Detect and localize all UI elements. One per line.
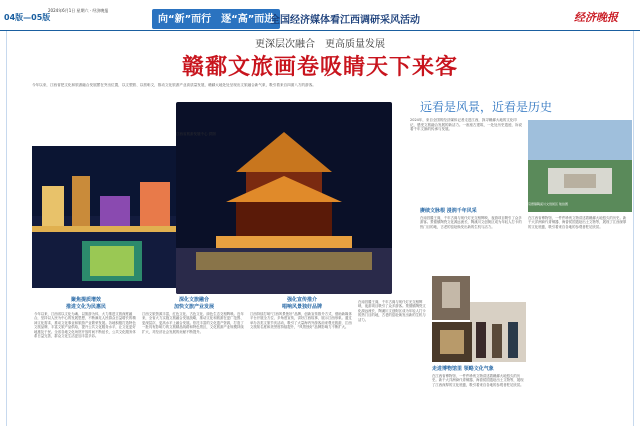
exhibit-photo xyxy=(432,276,470,320)
kicker: 更深层次融合 更高质量发展 xyxy=(255,39,385,50)
newspaper-logo: 经济晚报 xyxy=(574,11,618,24)
right-subtitle-2: 走进博物馆里 领略文化气象 xyxy=(432,366,494,372)
lede-paragraph: 今年以来，江西省把文化和旅游融合发展摆在突出位置，以文塑旅、以旅彰文，推动文化旅游产业高质量发展，赣鄱大地处处呈现出文旅融合新气象，吸引着来自四面八方的游客。 xyxy=(32,83,316,87)
campaign-banner: 向“新”而行 逐“高”而进 xyxy=(152,9,280,29)
edition-label: 04版—05版 xyxy=(4,13,51,22)
right-text-3: 在江西省博物馆，一件件珍贵文物讲述着赣鄱大地悠久的历史。新干大洋洲商代青铜器、海昏侯国遗址出土文物等，展现了江西深厚的文化底蕴，吸引着来自各地的参观者驻足欣赏。 xyxy=(432,374,524,387)
pavilion-photo xyxy=(176,102,392,294)
right-text-1: 在南昌滕王阁，千年古阁与现代灯光交相辉映，夜游项目吸引了众多游客。景德镇陶瓷文化源远流长，陶溪川文创街区成为年轻人打卡的热门目的地，古老的窑址焕发出新的生机与活力。 xyxy=(420,216,522,229)
photo-caption: 江西省旅游发展中心 供图 xyxy=(176,132,216,136)
night-city-photo xyxy=(32,146,187,288)
section-title-1: 聚焦提质增效 推进文化为民惠民 xyxy=(65,297,106,310)
visitors-photo xyxy=(470,302,526,362)
aerial-photo xyxy=(528,120,632,212)
page-border-right xyxy=(633,31,634,426)
headline: 赣鄱文旅画卷吸睛天下来客 xyxy=(181,54,458,80)
section-title-3: 强化宣传推介 唱响风景独好品牌 xyxy=(281,297,322,310)
section-title-2: 深化文旅融合 加快文旅产业发展 xyxy=(173,297,214,310)
right-text-2: 在江西省博物馆，一件件珍贵文物讲述着赣鄱大地悠久的历史。新干大洋洲商代青铜器、海昏侯国遗址出土文物等，展现了江西深厚的文化底蕴，吸引着来自各地的参观者驻足欣赏。 xyxy=(528,216,627,229)
page-border-left xyxy=(6,31,7,426)
right-intro: 2024年，来自全国的经济媒体记者走进江西，探寻赣鄱大地的文化印记，感受文旅融合发展的新活力。一座座古建筑、一处处历史遗迹，诉说着千年文脉的传承与发展。 xyxy=(410,118,522,131)
section-text-3: 江西持续打响“江西风景独好”品牌，创新宣传推介方式，借助新媒体平台开展全方位、多角度宣传，讲好江西故事，展示江西形象。通过举办各类文旅节庆活动，吸引了大量海内外游客前来观光旅游，江西文旅知名度和美誉度持续提升，“风景独好”品牌影响力不断扩大。 xyxy=(250,312,352,330)
right-subtitle-1: 赓续文脉根 浸润千年风采 xyxy=(420,208,477,214)
right-section-title: 远看是风景，近看是历史 xyxy=(420,100,553,114)
section-text-1: 今年以来，江西省以文化为魂、以旅游为体，大力推进文旅深度融合，坚持以人民为中心的发展思想，不断满足人民群众日益增长的精神文化需求，推动文化事业和旅游产业繁荣发展。各地积极打造特色文旅品牌，丰富文旅产品供给，提升公共文化服务水平，让文化更好地惠及于民。全省各地文化场馆开放时间不断延长，公共文化服务体系日益完善，群众文化生活更加丰富多彩。 xyxy=(34,312,136,339)
section-text-2: 江西文旅资源丰富，红色文化、古色文化、绿色生态交相辉映。近年来，全省大力实施文旅融合发展战略，推动文化和旅游在更广范围、更深层次、更高水平上融合发展。依托丰富的文化遗产资源，打造了一批具有影响力的文旅精品线路和特色景区，文化旅游产业规模持续扩大，对经济社会发展的贡献不断提升。 xyxy=(142,312,244,334)
dateline: 2024年6月1日 星期六 · 经济晚报 xyxy=(48,8,109,13)
display-photo xyxy=(432,322,472,362)
aerial-caption: 景德镇陶溪川文创街区 航拍图 xyxy=(528,202,568,206)
section-text-4: 在南昌滕王阁，千年古阁与现代灯光交相辉映，夜游项目吸引了众多游客。景德镇陶瓷文化源远流长，陶溪川文创街区成为年轻人打卡的热门目的地，古老的窑址焕发出新的生机与活力。 xyxy=(358,300,426,322)
campaign-title: 全国经济媒体看江西调研采风活动 xyxy=(270,15,420,26)
